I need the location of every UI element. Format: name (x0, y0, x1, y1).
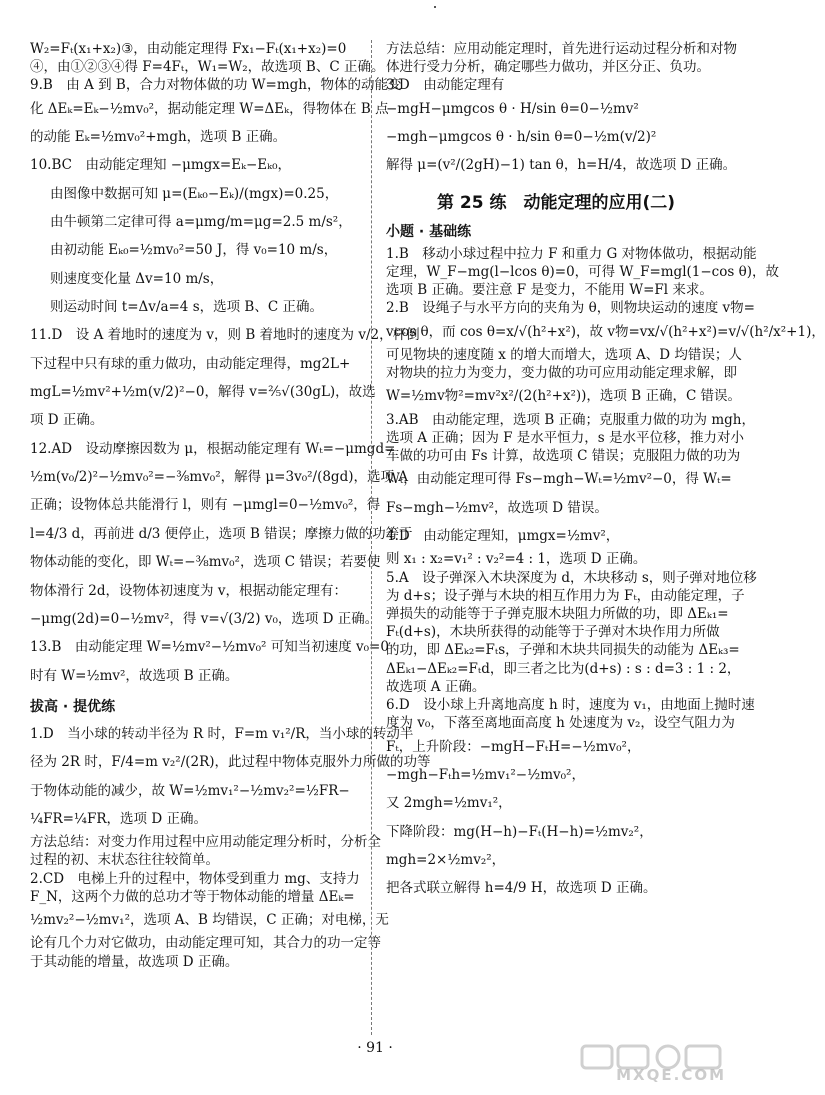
text-line: ½mv₂²−½mv₁²，选项 A、B 均错误，C 正确；对电梯，无 (30, 912, 389, 929)
section-heading: 小题 · 基础练 (386, 223, 472, 240)
text-line: 论有几个力对它做功，由动能定理可知，其合力的功一定等 (30, 935, 381, 952)
text-line: 5.A 设子弹深入木块深度为 d，木块移动 s，则子弹对地位移 (386, 569, 757, 586)
text-line: 对物块的拉力为变力，变力做的功可应用动能定理求解，即 (386, 365, 737, 382)
text-line: F_N，这两个力做的总功才等于物体动能的增量 ΔEₖ= (30, 888, 355, 905)
text-line: −mgh−μmgcos θ · h/sin θ=0−½m(v/2)² (386, 129, 657, 145)
text-line: 则 x₁ : x₂=v₁² : v₂²=4 : 1，选项 D 正确。 (386, 551, 647, 568)
text-line: mgL=½mv²+½m(v/2)²−0，解得 v=⅖√(30gL)，故选 (30, 384, 376, 401)
text-line: 体进行受力分析，确定哪些力做功，并区分正、负功。 (386, 59, 710, 76)
text-line: ④，由①②③④得 F=4Fₜ，W₁=W₂，故选项 B、C 正确。 (30, 59, 385, 76)
text-line: 9.B 由 A 到 B，合力对物体做的功 W=mgh，物体的动能变 (30, 77, 402, 94)
text-line: 方法总结：对变力作用过程中应用动能定理分析时，分析全 (30, 834, 381, 851)
text-line: ¼FR=¼FR，选项 D 正确。 (30, 810, 207, 827)
text-line: ΔEₖ₁−ΔEₖ₂=Fₜd，即三者之比为(d+s) : s : d=3 : 1 : 2， (386, 660, 741, 677)
text-line: 化 ΔEₖ=Eₖ−½mv₀²，据动能定理 W=ΔEₖ，得物体在 B 点 (30, 100, 389, 117)
text-line: 过程的初、末状态往往较简单。 (30, 852, 219, 869)
text-line: 把各式联立解得 h=4/9 H，故选项 D 正确。 (386, 880, 657, 897)
text-line: 径为 2R 时，F/4=m v₂²/(2R)，此过程中物体克服外力所做的功等 (30, 754, 431, 771)
text-line: 于物体动能的减少，故 W=½mv₁²−½mv₂²=½FR− (30, 782, 350, 799)
column-divider (371, 40, 372, 1035)
text-line: 2.CD 电梯上升的过程中，物体受到重力 mg、支持力 (30, 870, 360, 887)
text-line: 下降阶段：mg(H−h)−Fₜ(H−h)=½mv₂²， (386, 823, 653, 840)
right-column-top (386, 40, 737, 180)
text-line: −mgH−μmgcos θ · H/sin θ=0−½mv² (386, 100, 639, 117)
text-line: 物体滑行 2d，设物体初速度为 v，根据动能定理有： (30, 582, 347, 599)
text-line: 选项 A 正确；因为 F 是水平恒力，s 是水平位移，推力对小 (386, 429, 744, 446)
text-line: Fₜ(d+s)，木块所获得的动能等于子弹对木块作用力所做 (386, 624, 720, 641)
section-title: 第 25 练 动能定理的应用(二) (436, 192, 676, 213)
right-column (386, 40, 825, 903)
text-line: 物体动能的变化，即 Wₜ=−⅜mv₀²，选项 C 错误；若要使 (30, 554, 381, 571)
text-line: 10.BC 由动能定理知 −μmgx=Eₖ−Eₖ₀， (30, 157, 291, 174)
text-line: 度为 v₀，下落至离地面高度 h 处速度为 v₂，设空气阻力为 (386, 715, 735, 732)
text-line: 故选项 A 正确。 (386, 678, 486, 695)
text-line: 又 2mgh=½mv₁²， (386, 795, 512, 812)
watermark-text: MXQE.COM (616, 1066, 726, 1084)
text-line: 3.D 由动能定理有 (386, 77, 505, 94)
page-number: · 91 · (357, 1040, 393, 1056)
text-line: −mgh−Fₜh=½mv₁²−½mv₀²， (386, 766, 585, 783)
text-line: 4.D 由动能定理知，μmgx=½mv²， (386, 528, 620, 545)
text-line: 项 D 正确。 (30, 412, 104, 429)
text-line: l=4/3 d，再前进 d/3 便停止，选项 B 错误；摩擦力做的功等于 (30, 525, 413, 542)
text-line: 3.AB 由动能定理，选项 B 正确；克服重力做的功为 mgh， (386, 411, 755, 428)
text-line: 正确；设物体总共能滑行 l，则有 −μmgl=0−½mv₀²，得 (30, 497, 381, 514)
text-line: 解得 μ=(v²/(2gH)−1) tan θ，h=H/4，故选项 D 正确。 (386, 157, 737, 174)
section-heading: 拔高 · 提优练 (30, 698, 116, 715)
text-line: 13.B 由动能定理 W=½mv²−½mv₀² 可知当初速度 v₀=0 (30, 639, 389, 656)
text-line: 则速度变化量 Δv=10 m/s， (50, 270, 224, 287)
text-line: 于其动能的增量，故选项 D 正确。 (30, 953, 239, 970)
text-line: 定理，W_F−mg(l−lcos θ)=0，可得 W_F=mgl(1−cos θ)，故 (386, 263, 779, 280)
text-line: 的功，即 ΔEₖ₂=Fₜs，子弹和木块共同损失的动能为 ΔEₖ₃= (386, 642, 740, 659)
right-column-bottom (386, 221, 825, 903)
text-line: 则运动时间 t=Δv/a=4 s，选项 B、C 正确。 (50, 299, 323, 316)
text-line: −μmg(2d)=0−½mv²，得 v=√(3/2) v₀，选项 D 正确。 (30, 610, 379, 627)
text-line: 弹损失的动能等于子弹克服木块阻力所做的功，即 ΔEₖ₁= (386, 606, 729, 623)
text-line: Fs−mgh−½mv²，故选项 D 错误。 (386, 499, 608, 516)
text-line: 1.D 当小球的转动半径为 R 时，F=m v₁²/R，当小球的转动半 (30, 725, 414, 742)
text-line: Fₜ，上升阶段：−mgH−FₜH=−½mv₀²， (386, 738, 641, 755)
text-line: 下过程中只有球的重力做功，由动能定理得，mg2L+ (30, 355, 351, 372)
text-line: 由初动能 Eₖ₀=½mv₀²=50 J，得 v₀=10 m/s， (50, 242, 338, 259)
text-line: 由牛顿第二定律可得 a=μmg/m=μg=2.5 m/s²， (50, 214, 352, 231)
text-line: mgh=2×½mv₂²， (386, 851, 506, 868)
text-line: Wₜ，由动能定理可得 Fs−mgh−Wₜ=½mv²−0，得 Wₜ= (386, 471, 732, 488)
text-line: 6.D 设小球上升离地高度 h 时，速度为 v₁，由地面上抛时速 (386, 697, 755, 714)
scan-dot (434, 6, 436, 8)
text-line: 2.B 设绳子与水平方向的夹角为 θ，则物块运动的速度 v物= (386, 300, 755, 317)
text-line: 为 d+s；设子弹与木块的相互作用力为 Fₜ，由动能定理，子 (386, 587, 745, 604)
text-line: W=½mv物²=mv²x²/(2(h²+x²))，选项 B 正确，C 错误。 (386, 388, 742, 405)
text-line: ½m(v₀/2)²−½mv₀²=−⅜mv₀²，解得 μ=3v₀²/(8gd)，选项 A (30, 469, 409, 486)
text-line: 可见物块的速度随 x 的增大而增大，选项 A、D 均错误；人 (386, 346, 742, 363)
text-line: 由图像中数据可知 μ=(Eₖ₀−Eₖ)/(mgx)=0.25， (50, 185, 339, 202)
text-line: 方法总结：应用动能定理时，首先进行运动过程分析和对物 (386, 41, 737, 57)
text-line: W₂=Fₜ(x₁+x₂)③，由动能定理得 Fx₁−Fₜ(x₁+x₂)=0 (30, 41, 347, 57)
text-line: 选项 B 正确。要注意 F 是变力，不能用 W=Fl 来求。 (386, 282, 713, 299)
text-line: 12.AD 设动摩擦因数为 μ，根据动能定理有 Wₜ=−μmgd= (30, 440, 396, 457)
text-line: 的动能 Eₖ=½mv₀²+mgh，选项 B 正确。 (30, 129, 287, 145)
text-line: 1.B 移动小球过程中拉力 F 和重力 G 对物体做功，根据动能 (386, 245, 757, 262)
text-line: 车做的功可由 Fs 计算，故选项 C 错误；克服阻力做的功为 (386, 448, 741, 465)
text-line: 时有 W=½mv²，故选项 B 正确。 (30, 667, 239, 684)
text-line: vcos θ，而 cos θ=x/√(h²+x²)，故 v物=vx/√(h²+x²)=v/√(h²/x²+1)， (386, 323, 825, 340)
text-line: 11.D 设 A 着地时的速度为 v，则 B 着地时的速度为 v/2，杆倒 (30, 327, 420, 344)
